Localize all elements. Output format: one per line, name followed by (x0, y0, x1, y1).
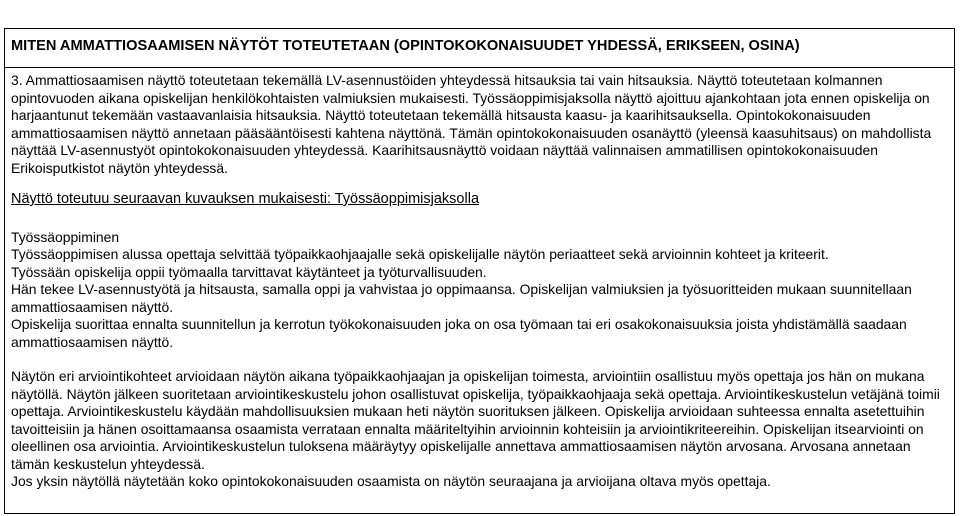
description-line: Opiskelija suorittaa ennalta suunnitellun ja kerrotun työkokonaisuuden joka on osa työmaan tai eri osakokonaisuuksia joista yhdistämällä saadaan ammattiosaamisen näyttö. (11, 316, 907, 350)
description-heading: Näyttö toteutuu seuraavan kuvauksen mukaisesti: Työssäoppimisjaksolla (11, 191, 480, 207)
final-line: Jos yksin näytöllä näytetään koko opintokokonaisuuden osaamista on näytön seuraajana ja arvioijana oltava myös opettaja. (11, 473, 771, 489)
assessment-paragraph: Näytön eri arviointikohteet arvioidaan näytön aikana työpaikkaohjaajan ja opiskelijan toimesta, arviointiin osallistuu myös opettaja jos hän on mukana näytöllä. Näytön jälkeen suoritetaan arviointikeskustelu johon osallistuvat opiskelija, työpaikkaohjaaja sekä opettaja. Arviointikeskustelun vetäjänä toimii opettaja. Arviointikeskustelu käydään mahdollisuuksien mukaan heti näytön suorituksen jälkeen. Opiskelija arvioidaan suhteessa ennalta asetettuihin tavoitteisiin ja hänen osoittamaansa osaamista verrataan ennalta määriteltyihin arvioinnin kohteisiin ja arviointikriteereihin. Opiskelijan itsearviointi on oleellinen osa arviointia. Arviointikeskustelun tuloksena määräytyy opiskelijalle annettava ammattiosaamisen näytön arvosana. Arvosana annetaan tämän keskustelun yhteydessä. (11, 368, 940, 472)
description-label: Työssäoppiminen (11, 228, 120, 245)
intro-paragraph: 3. Ammattiosaamisen näyttö toteutetaan tekemällä LV-asennustöiden yhteydessä hitsauksia tai vain hitsauksia. Näyttö toteutetaan kolmannen opintovuoden aikana opiskelijan henkilökohtaisten valmiuksien mukaisesti. Työssäoppimisjaksolla näyttö ajoittuu ajankohtaan jota ennen opiskelija on harjaantunut tekemään vastaavanlaisia hitsauksia. Näyttö toteutetaan tekemällä hitsausta kaasu- ja kaarihitsauksella. Opintokokonaisuuden ammattiosaamisen näyttö annetaan pääsääntöisesti kahtena näyttönä. Tämän opintokokonaisuuden osanäyttö (yleensä kaasuhitsaus) on mahdollista näyttää LV-asennustyöt opintokokonaisuuden yhteydessä. Kaarihitsausnäyttö voidaan näyttää valinnaisen ammatillisen opintokokonaisuuden Erikoisputkistot näytön yhteydessä. (11, 72, 932, 176)
document-table (4, 28, 955, 514)
section-title: MITEN AMMATTIOSAAMISEN NÄYTÖT TOTEUTETAAN (OPINTOKOKONAISUUDET YHDESSÄ, ERIKSEEN, OSINA) (11, 38, 800, 54)
description-line: Hän tekee LV-asennustyötä ja hitsausta, samalla oppi ja vahvistaa jo oppimaansa. Opiskelijan valmiuksien ja työsuoritteiden mukaan suunnitellaan ammattiosaamisen näyttö. (11, 281, 912, 315)
section-body (5, 68, 954, 491)
description-line: Työssään opiskelija oppii työmaalla tarvittavat käytänteet ja työturvallisuuden. (11, 263, 487, 280)
description-line: Työssäoppimisen alussa opettaja selvittää työpaikkaohjaajalle sekä opiskelijalle näytön periaatteet sekä arvioinnin kohteet ja kriteerit. (11, 246, 829, 262)
section-header-row (5, 29, 954, 68)
